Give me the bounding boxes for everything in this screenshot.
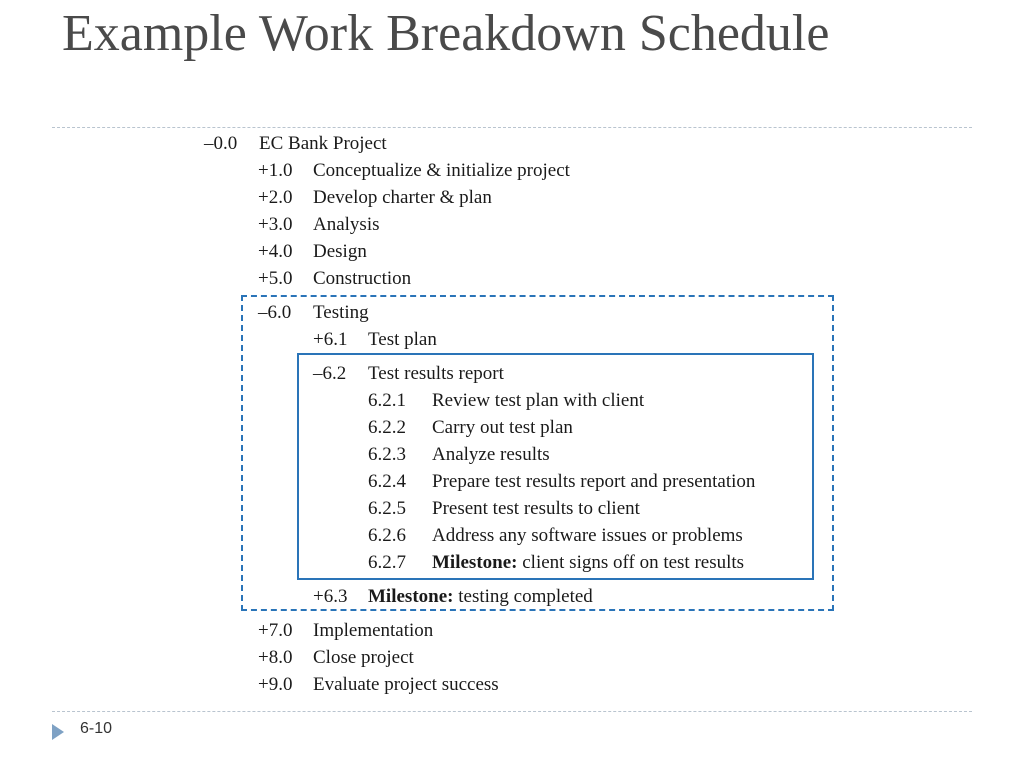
- wbs-number: 6.2.4: [368, 471, 406, 492]
- wbs-number: –6.2: [313, 363, 347, 384]
- wbs-task: Present test results to client: [432, 498, 640, 519]
- wbs-number: +6.1: [313, 329, 348, 350]
- wbs-number: +8.0: [258, 647, 293, 668]
- wbs-task: Analyze results: [432, 444, 550, 465]
- wbs-task: Test results report: [368, 363, 504, 384]
- slide-title: Example Work Breakdown Schedule: [62, 5, 830, 62]
- wbs-task: Close project: [313, 647, 414, 668]
- wbs-number: +7.0: [258, 620, 293, 641]
- wbs-task: Analysis: [313, 214, 380, 235]
- wbs-task: Testing: [313, 302, 369, 323]
- wbs-number: +9.0: [258, 674, 293, 695]
- wbs-number: 6.2.3: [368, 444, 406, 465]
- milestone-label: Milestone:: [432, 552, 518, 573]
- wbs-number: +5.0: [258, 268, 293, 289]
- milestone-text: testing completed: [458, 586, 593, 607]
- wbs-task: Address any software issues or problems: [432, 525, 743, 546]
- wbs-number: +2.0: [258, 187, 293, 208]
- wbs-task: Prepare test results report and presentation: [432, 471, 756, 492]
- wbs-task: Construction: [313, 268, 412, 289]
- milestone-text: client signs off on test results: [522, 552, 745, 573]
- wbs-number: 6.2.5: [368, 498, 406, 519]
- title-divider: [52, 127, 972, 128]
- wbs-task: Carry out test plan: [432, 417, 573, 438]
- wbs-number: –0.0: [204, 133, 238, 154]
- wbs-task: Design: [313, 241, 367, 262]
- bullet-arrow-icon: [52, 724, 64, 740]
- wbs-task: Review test plan with client: [432, 390, 645, 411]
- wbs-task: Develop charter & plan: [313, 187, 492, 208]
- wbs-number: 6.2.1: [368, 390, 406, 411]
- wbs-number: 6.2.7: [368, 552, 406, 573]
- wbs-number: 6.2.6: [368, 525, 406, 546]
- wbs-number: +4.0: [258, 241, 293, 262]
- wbs-task: Conceptualize & initialize project: [313, 160, 570, 181]
- wbs-task: EC Bank Project: [259, 133, 387, 154]
- wbs-number: +1.0: [258, 160, 293, 181]
- wbs-task: Evaluate project success: [313, 674, 499, 695]
- milestone-label: Milestone:: [368, 586, 454, 607]
- footer-divider: [52, 711, 972, 712]
- wbs-number: –6.0: [258, 302, 292, 323]
- wbs-task: [432, 552, 744, 574]
- wbs-task: Test plan: [368, 329, 437, 350]
- wbs-number: 6.2.2: [368, 417, 406, 438]
- wbs-number: +3.0: [258, 214, 293, 235]
- wbs-task: Implementation: [313, 620, 434, 641]
- page-number: 6-10: [80, 720, 113, 737]
- wbs-task: [368, 586, 593, 608]
- wbs-number: +6.3: [313, 586, 348, 607]
